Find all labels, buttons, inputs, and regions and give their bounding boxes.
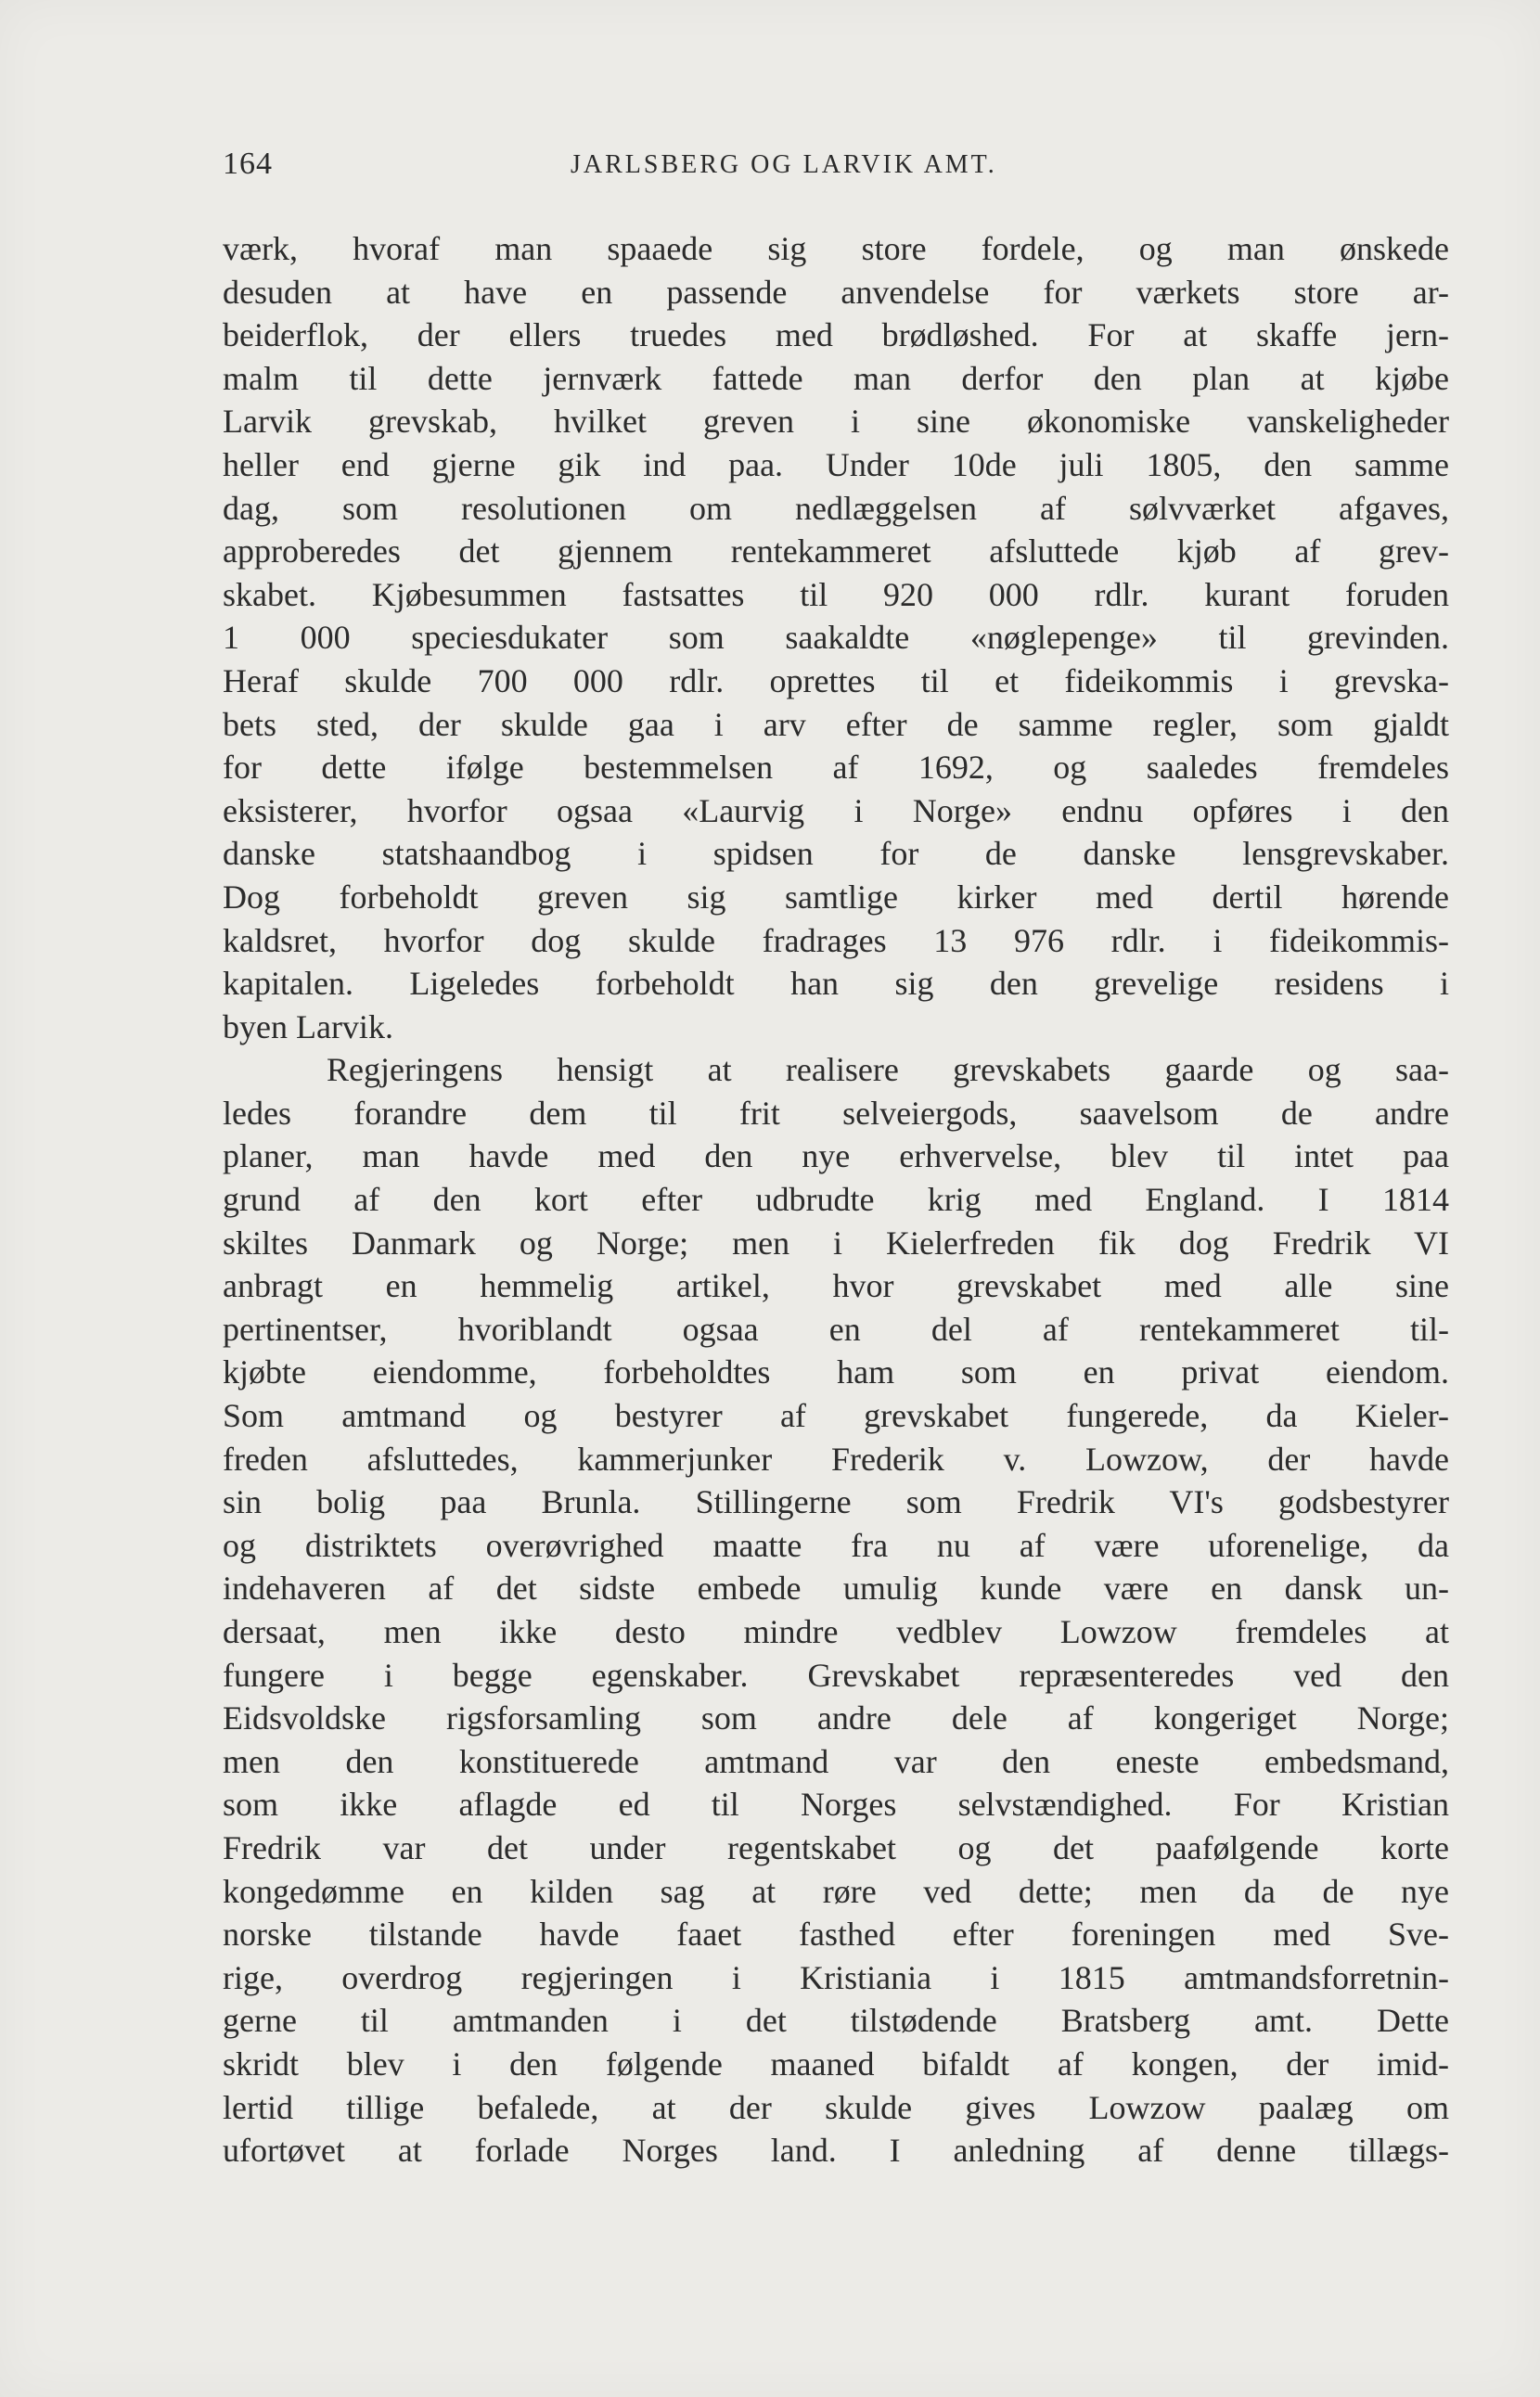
text-line: malm til dette jernværk fattede man derfor den plan at kjøbe [223,359,1449,397]
text-line: værk, hvoraf man spaaede sig store fordele, og man ønskede [223,230,1449,267]
text-line: og distriktets overøvrighed maatte fra nu af være uforenelige, da [223,1526,1449,1564]
text-line: men den konstituerede amtmand var den eneste embedsmand, [223,1742,1449,1780]
text-line: approberedes det gjennem rentekammeret afsluttede kjøb af grev- [223,532,1449,570]
text-line: Larvik grevskab, hvilket greven i sine økonomiske vanskeligheder [223,403,1449,441]
paragraph-start-line: Regjeringens hensigt at realisere grevskabets gaarde og saa- [327,1051,1449,1089]
text-line: kjøbte eiendomme, forbeholdtes ham som en privat eiendom. [223,1353,1449,1391]
text-line: grund af den kort efter udbrudte krig med England. I 1814 [223,1181,1449,1219]
text-line: skabet. Kjøbesummen fastsattes til 920 000 rdlr. kurant foruden [223,575,1449,613]
text-line: 1 000 speciesdukater som saakaldte «nøglepenge» til grevinden. [223,619,1449,657]
text-line: norske tilstande havde faaet fasthed efter foreningen med Sve- [223,1916,1449,1954]
text-line: bets sted, der skulde gaa i arv efter de samme regler, som gjaldt [223,705,1449,743]
body-text [223,227,1449,2173]
text-line: beiderflok, der ellers truedes med brødløshed. For at skaffe jern- [223,316,1449,354]
text-line: indehaveren af det sidste embede umulig kunde være en dansk un- [223,1570,1449,1608]
text-line: kongedømme en kilden sag at røre ved dette; men da de nye [223,1872,1449,1910]
text-line: Fredrik var det under regentskabet og det paafølgende korte [223,1828,1449,1866]
page-number: 164 [223,147,273,181]
text-line: sin bolig paa Brunla. Stillingerne som Fredrik VI's godsbestyrer [223,1483,1449,1521]
text-line: anbragt en hemmelig artikel, hvor grevskabet med alle sine [223,1267,1449,1305]
text-line: skiltes Danmark og Norge; men i Kielerfreden fik dog Fredrik VI [223,1224,1449,1262]
page-header [223,147,1447,193]
text-line: Som amtmand og bestyrer af grevskabet fungerede, da Kieler- [223,1397,1449,1435]
text-line: lertid tillige befalede, at der skulde gives Lowzow paalæg om [223,2088,1449,2126]
text-line: fungere i begge egenskaber. Grevskabet repræsenteredes ved den [223,1656,1449,1694]
text-line: for dette ifølge bestemmelsen af 1692, og saaledes fremdeles [223,749,1449,787]
text-line: eksisterer, hvorfor ogsaa «Laurvig i Norge» endnu opføres i den [223,791,1449,829]
text-line: Heraf skulde 700 000 rdlr. oprettes til et fideikommis i grevska- [223,661,1449,699]
text-line: heller end gjerne gik ind paa. Under 10de juli 1805, den samme [223,445,1449,483]
text-line: desuden at have en passende anvendelse for værkets store ar- [223,273,1449,311]
text-line: kaldsret, hvorfor dog skulde fradrages 13 976 rdlr. i fideikommis- [223,921,1449,959]
text-line: Eidsvoldske rigsforsamling som andre dele af kongeriget Norge; [223,1699,1449,1737]
text-line: dag, som resolutionen om nedlæggelsen af sølvværket afgaves, [223,489,1449,527]
text-line: skridt blev i den følgende maaned bifaldt af kongen, der imid- [223,2045,1449,2083]
running-title: JARLSBERG OG LARVIK AMT. [571,150,997,179]
text-line: ufortøvet at forlade Norges land. I anledning af denne tillægs- [223,2132,1449,2170]
text-line: planer, man havde med den nye erhvervelse, blev til intet paa [223,1137,1449,1175]
text-line: pertinentser, hvoriblandt ogsaa en del af rentekammeret til- [223,1310,1449,1348]
text-line: Dog forbeholdt greven sig samtlige kirker med dertil hørende [223,878,1449,916]
text-line: ledes forandre dem til frit selveiergods, saavelsom de andre [223,1094,1449,1132]
text-line: gerne til amtmanden i det tilstødende Bratsberg amt. Dette [223,2002,1449,2040]
text-line: rige, overdrog regjeringen i Kristiania i 1815 amtmandsforretnin- [223,1958,1449,1996]
text-line: freden afsluttedes, kammerjunker Frederik v. Lowzow, der havde [223,1440,1449,1478]
text-line: kapitalen. Ligeledes forbeholdt han sig den grevelige residens i [223,965,1449,1003]
text-line: dersaat, men ikke desto mindre vedblev Lowzow fremdeles at [223,1613,1449,1650]
paragraph-end-line: byen Larvik. [223,1007,393,1045]
text-line: danske statshaandbog i spidsen for de danske lensgrevskaber. [223,835,1449,873]
text-line: som ikke aflagde ed til Norges selvstændighed. For Kristian [223,1786,1449,1824]
